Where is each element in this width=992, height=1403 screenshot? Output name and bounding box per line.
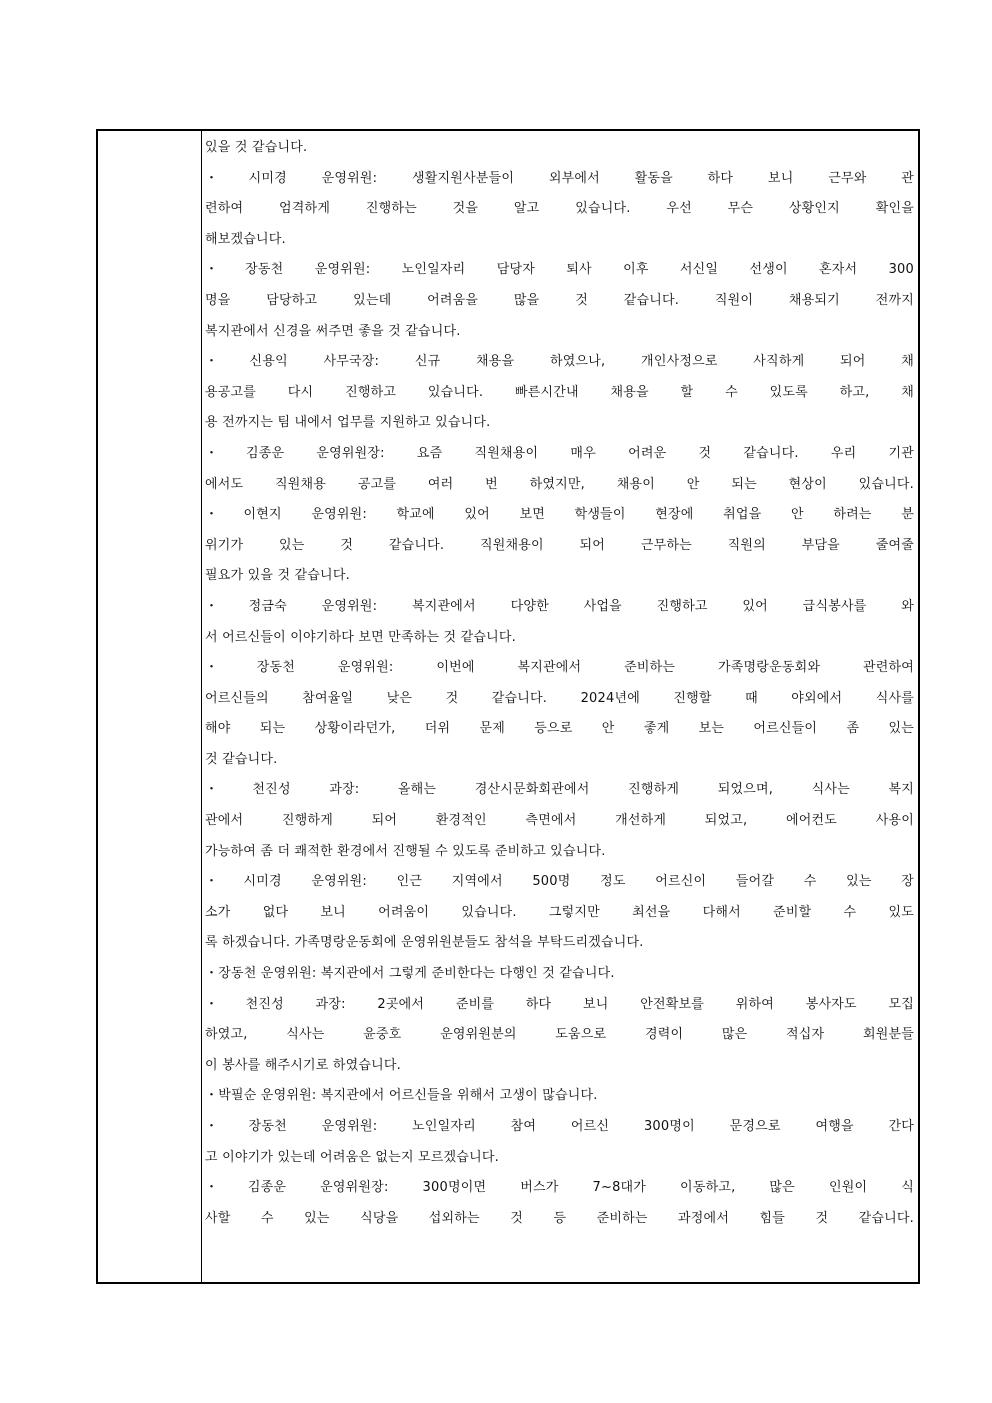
minutes-line: ・장동천 운영위원: 노인일자리 담당자 퇴사 이후 서신일 선생이 혼자서 300 xyxy=(205,262,914,278)
minutes-line: ・시미경 운영위원: 생활지원사분들이 외부에서 활동을 하다 보니 근무와 관 xyxy=(205,170,914,186)
minutes-line: 이 봉사를 해주시기로 하였습니다. xyxy=(205,1057,401,1073)
minutes-line: 명을 담당하고 있는데 어려움을 많을 것 같습니다. 직원이 채용되기 전까지 xyxy=(205,292,914,308)
minutes-line: ・신용익 사무국장: 신규 채용을 하였으나, 개인사정으로 사직하게 되어 채 xyxy=(205,354,914,370)
minutes-line: ・박필순 운영위원: 복지관에서 어르신들을 위해서 고생이 많습니다. xyxy=(205,1088,598,1104)
minutes-line: 관에서 진행하게 되어 환경적인 측면에서 개선하게 되었고, 에어컨도 사용이 xyxy=(205,813,914,829)
minutes-line: 것 같습니다. xyxy=(205,751,278,767)
minutes-line: 어르신들의 참여율일 낮은 것 같습니다. 2024년에 진행할 때 야외에서 식사를 xyxy=(205,690,914,706)
minutes-line: 련하여 엄격하게 진행하는 것을 알고 있습니다. 우선 무슨 상황인지 확인을 xyxy=(205,201,914,217)
minutes-line: 사할 수 있는 식당을 섭외하는 것 등 준비하는 과정에서 힘들 것 같습니다. xyxy=(205,1210,914,1226)
minutes-line: 위기가 있는 것 같습니다. 직원채용이 되어 근무하는 직원의 부담을 줄여줄 xyxy=(205,537,914,553)
minutes-line: 해보겠습니다. xyxy=(205,231,286,247)
table-label-cell xyxy=(98,131,202,1282)
minutes-line: ・시미경 운영위원: 인근 지역에서 500명 정도 어르신이 들어갈 수 있는 장 xyxy=(205,874,914,890)
minutes-line: 하였고, 식사는 윤중호 운영위원분의 도움으로 경력이 많은 적십자 회원분들 xyxy=(205,1027,914,1043)
minutes-line: 필요가 있을 것 같습니다. xyxy=(205,568,350,584)
minutes-line: 용공고를 다시 진행하고 있습니다. 빠른시간내 채용을 할 수 있도록 하고, 채 xyxy=(205,384,914,400)
minutes-table xyxy=(96,129,920,1284)
minutes-line: ・장동천 운영위원: 이번에 복지관에서 준비하는 가족명랑운동회와 관련하여 xyxy=(205,660,914,676)
minutes-line: 록 하겠습니다. 가족명랑운동회에 운영위원분들도 참석을 부탁드리겠습니다. xyxy=(205,935,644,951)
minutes-line: 가능하여 좀 더 쾌적한 환경에서 진행될 수 있도록 준비하고 있습니다. xyxy=(205,843,606,859)
minutes-line: ・장동천 운영위원: 노인일자리 참여 어르신 300명이 문경으로 여행을 간다 xyxy=(205,1119,914,1134)
minutes-line: 고 이야기가 있는데 어려움은 없는지 모르겠습니다. xyxy=(205,1149,499,1165)
minutes-line: ・이현지 운영위원: 학교에 있어 보면 학생들이 현장에 취업을 안 하려는 분 xyxy=(205,507,914,523)
minutes-line: 복지관에서 신경을 써주면 좋을 것 같습니다. xyxy=(205,323,461,339)
minutes-line: ・천진성 과장: 올해는 경산시문화회관에서 진행하게 되었으며, 식사는 복지 xyxy=(205,782,914,798)
minutes-line: ・김종운 운영위원장: 300명이면 버스가 7~8대가 이동하고, 많은 인원이 식 xyxy=(205,1180,914,1196)
minutes-line: ・천진성 과장: 2곳에서 준비를 하다 보니 안전확보를 위하여 봉사자도 모집 xyxy=(205,996,914,1012)
minutes-line: 용 전까지는 팀 내에서 업무를 지원하고 있습니다. xyxy=(205,415,491,431)
minutes-line: 해야 되는 상황이라던가, 더위 문제 등으로 안 좋게 보는 어르신들이 좀 있는 xyxy=(205,721,914,737)
minutes-line: ・장동천 운영위원: 복지관에서 그렇게 준비한다는 다행인 것 같습니다. xyxy=(205,966,615,982)
minutes-line: 에서도 직원채용 공고를 여러 번 하였지만, 채용이 안 되는 현상이 있습니다. xyxy=(205,476,914,492)
table-content-cell xyxy=(202,131,918,1282)
minutes-line: 있을 것 같습니다. xyxy=(205,140,308,155)
minutes-line: ・김종운 운영위원장: 요즘 직원채용이 매우 어려운 것 같습니다. 우리 기관 xyxy=(205,445,914,461)
minutes-line: ・정금숙 운영위원: 복지관에서 다양한 사업을 진행하고 있어 급식봉사를 와 xyxy=(205,598,914,614)
minutes-line: 서 어르신들이 이야기하다 보면 만족하는 것 같습니다. xyxy=(205,629,517,645)
minutes-line: 소가 없다 보니 어려움이 있습니다. 그렇지만 최선을 다해서 준비할 수 있도 xyxy=(205,904,914,920)
